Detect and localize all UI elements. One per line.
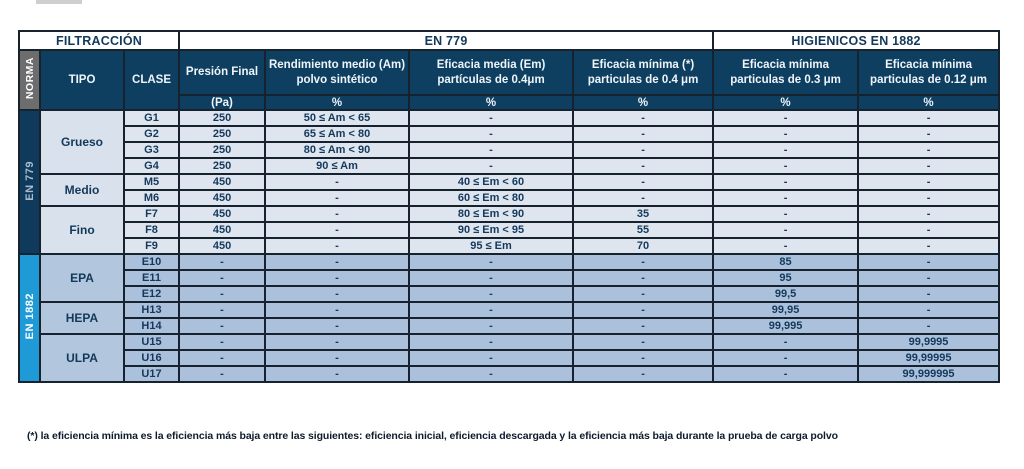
value-cell-h14-2: - <box>409 318 573 334</box>
value-cell-f7-3: 35 <box>573 206 713 222</box>
unit-header-4: % <box>713 95 858 110</box>
value-cell-f9-3: 70 <box>573 238 713 254</box>
value-cell-m5-0: 450 <box>179 174 265 190</box>
tipo-cell-epa: EPA <box>40 254 124 302</box>
column-header-0: Presión Final <box>179 50 265 95</box>
value-cell-f9-5: - <box>858 238 999 254</box>
tipo-cell-fino: Fino <box>40 206 124 254</box>
value-cell-m5-2: 40 ≤ Em < 60 <box>409 174 573 190</box>
tipo-cell-ulpa: ULPA <box>40 334 124 382</box>
value-cell-g3-3: - <box>573 142 713 158</box>
value-cell-e10-3: - <box>573 254 713 270</box>
value-cell-e12-2: - <box>409 286 573 302</box>
norma-label: EN 1882 <box>23 293 36 340</box>
value-cell-e11-0: - <box>179 270 265 286</box>
value-cell-h14-4: 99,995 <box>713 318 858 334</box>
value-cell-u16-3: - <box>573 350 713 366</box>
value-cell-g2-3: - <box>573 126 713 142</box>
value-cell-u16-5: 99,99995 <box>858 350 999 366</box>
column-header-3: Eficacia mínima (*) particulas de 0.4 μm <box>573 50 713 95</box>
value-cell-g2-0: 250 <box>179 126 265 142</box>
value-cell-e11-2: - <box>409 270 573 286</box>
value-cell-h14-3: - <box>573 318 713 334</box>
value-cell-g2-1: 65 ≤ Am < 80 <box>265 126 409 142</box>
value-cell-f7-5: - <box>858 206 999 222</box>
value-cell-u16-1: - <box>265 350 409 366</box>
value-cell-h13-0: - <box>179 302 265 318</box>
filter-table <box>18 30 1000 383</box>
unit-header-3: % <box>573 95 713 110</box>
clase-cell-h13: H13 <box>124 302 179 318</box>
value-cell-g3-0: 250 <box>179 142 265 158</box>
clase-cell-m6: M6 <box>124 190 179 206</box>
band-header-0: FILTRACCIÓN <box>19 31 179 50</box>
value-cell-e11-3: - <box>573 270 713 286</box>
column-header-2: Eficacia media (Em) partículas de 0.4μm <box>409 50 573 95</box>
clase-cell-m5: M5 <box>124 174 179 190</box>
value-cell-h13-4: 99,95 <box>713 302 858 318</box>
value-cell-u17-4: - <box>713 366 858 382</box>
value-cell-e10-1: - <box>265 254 409 270</box>
value-cell-u15-1: - <box>265 334 409 350</box>
norma-cell-en1882 <box>19 254 40 382</box>
value-cell-e10-0: - <box>179 254 265 270</box>
clase-cell-f8: F8 <box>124 222 179 238</box>
value-cell-f9-1: - <box>265 238 409 254</box>
value-cell-f8-0: 450 <box>179 222 265 238</box>
footnote: (*) la eficiencia mínima es la eficiencia más baja entre las siguientes: eficiencia inicial, eficiencia descargada y la eficiencia más baja durante la prueba de carga polvo <box>27 430 838 442</box>
unit-header-0: (Pa) <box>179 95 265 110</box>
column-header-5: Eficacia mínima particulas de 0.12 μm <box>858 50 999 95</box>
value-cell-m6-2: 60 ≤ Em < 80 <box>409 190 573 206</box>
clase-cell-e12: E12 <box>124 286 179 302</box>
clase-cell-u17: U17 <box>124 366 179 382</box>
clase-cell-f9: F9 <box>124 238 179 254</box>
value-cell-h13-1: - <box>265 302 409 318</box>
value-cell-g4-5: - <box>858 158 999 174</box>
value-cell-u17-5: 99,999995 <box>858 366 999 382</box>
clase-cell-g2: G2 <box>124 126 179 142</box>
value-cell-m6-3: - <box>573 190 713 206</box>
value-cell-m5-5: - <box>858 174 999 190</box>
cropped-image-artifact <box>36 0 82 4</box>
value-cell-e11-5: - <box>858 270 999 286</box>
corner-header-norma <box>19 50 40 110</box>
value-cell-h14-1: - <box>265 318 409 334</box>
column-header-1: Rendimiento medio (Am) polvo sintético <box>265 50 409 95</box>
unit-header-1: % <box>265 95 409 110</box>
value-cell-g4-0: 250 <box>179 158 265 174</box>
value-cell-f8-1: - <box>265 222 409 238</box>
value-cell-g3-2: - <box>409 142 573 158</box>
unit-header-2: % <box>409 95 573 110</box>
tipo-cell-hepa: HEPA <box>40 302 124 334</box>
clase-cell-e10: E10 <box>124 254 179 270</box>
clase-cell-h14: H14 <box>124 318 179 334</box>
value-cell-u16-2: - <box>409 350 573 366</box>
value-cell-h14-5: - <box>858 318 999 334</box>
value-cell-g3-4: - <box>713 142 858 158</box>
norma-cell-en779 <box>19 110 40 254</box>
value-cell-g2-2: - <box>409 126 573 142</box>
value-cell-g2-4: - <box>713 126 858 142</box>
band-header-1: EN 779 <box>179 31 713 50</box>
value-cell-u16-0: - <box>179 350 265 366</box>
value-cell-e10-4: 85 <box>713 254 858 270</box>
clase-cell-u15: U15 <box>124 334 179 350</box>
filter-classification-table <box>18 30 1000 383</box>
value-cell-u16-4: - <box>713 350 858 366</box>
value-cell-m5-4: - <box>713 174 858 190</box>
column-header-tipo: TIPO <box>40 50 124 110</box>
value-cell-u15-3: - <box>573 334 713 350</box>
value-cell-u15-5: 99,9995 <box>858 334 999 350</box>
value-cell-m6-4: - <box>713 190 858 206</box>
value-cell-h13-2: - <box>409 302 573 318</box>
value-cell-u17-3: - <box>573 366 713 382</box>
value-cell-f8-3: 55 <box>573 222 713 238</box>
value-cell-h14-0: - <box>179 318 265 334</box>
value-cell-g1-5: - <box>858 110 999 126</box>
value-cell-e12-1: - <box>265 286 409 302</box>
tipo-cell-grueso: Grueso <box>40 110 124 174</box>
value-cell-u17-1: - <box>265 366 409 382</box>
value-cell-m6-0: 450 <box>179 190 265 206</box>
value-cell-e12-4: 99,5 <box>713 286 858 302</box>
value-cell-h13-3: - <box>573 302 713 318</box>
value-cell-g1-2: - <box>409 110 573 126</box>
clase-cell-g1: G1 <box>124 110 179 126</box>
value-cell-f7-0: 450 <box>179 206 265 222</box>
value-cell-e10-2: - <box>409 254 573 270</box>
value-cell-h13-5: - <box>858 302 999 318</box>
value-cell-e12-3: - <box>573 286 713 302</box>
value-cell-g1-3: - <box>573 110 713 126</box>
band-header-2: HIGIENICOS EN 1882 <box>713 31 999 50</box>
value-cell-e12-0: - <box>179 286 265 302</box>
value-cell-g2-5: - <box>858 126 999 142</box>
value-cell-g4-3: - <box>573 158 713 174</box>
value-cell-g3-5: - <box>858 142 999 158</box>
unit-header-5: % <box>858 95 999 110</box>
value-cell-e11-4: 95 <box>713 270 858 286</box>
norma-label: EN 779 <box>23 160 36 201</box>
value-cell-f8-4: - <box>713 222 858 238</box>
value-cell-f7-2: 80 ≤ Em < 90 <box>409 206 573 222</box>
clase-cell-f7: F7 <box>124 206 179 222</box>
value-cell-g3-1: 80 ≤ Am < 90 <box>265 142 409 158</box>
value-cell-m6-1: - <box>265 190 409 206</box>
clase-cell-u16: U16 <box>124 350 179 366</box>
value-cell-g4-2: - <box>409 158 573 174</box>
clase-cell-e11: E11 <box>124 270 179 286</box>
value-cell-g4-4: - <box>713 158 858 174</box>
value-cell-f8-5: - <box>858 222 999 238</box>
value-cell-f7-1: - <box>265 206 409 222</box>
value-cell-m5-1: - <box>265 174 409 190</box>
value-cell-f7-4: - <box>713 206 858 222</box>
tipo-cell-medio: Medio <box>40 174 124 206</box>
clase-cell-g3: G3 <box>124 142 179 158</box>
value-cell-f8-2: 90 ≤ Em < 95 <box>409 222 573 238</box>
value-cell-m5-3: - <box>573 174 713 190</box>
value-cell-f9-2: 95 ≤ Em <box>409 238 573 254</box>
corner-header-label: NORMA <box>23 57 36 100</box>
value-cell-u15-2: - <box>409 334 573 350</box>
value-cell-g1-1: 50 ≤ Am < 65 <box>265 110 409 126</box>
value-cell-u17-0: - <box>179 366 265 382</box>
value-cell-e11-1: - <box>265 270 409 286</box>
value-cell-g4-1: 90 ≤ Am <box>265 158 409 174</box>
value-cell-g1-0: 250 <box>179 110 265 126</box>
value-cell-m6-5: - <box>858 190 999 206</box>
value-cell-u15-4: - <box>713 334 858 350</box>
value-cell-u17-2: - <box>409 366 573 382</box>
value-cell-f9-4: - <box>713 238 858 254</box>
value-cell-g1-4: - <box>713 110 858 126</box>
column-header-clase: CLASE <box>124 50 179 110</box>
clase-cell-g4: G4 <box>124 158 179 174</box>
value-cell-f9-0: 450 <box>179 238 265 254</box>
value-cell-e12-5: - <box>858 286 999 302</box>
value-cell-u15-0: - <box>179 334 265 350</box>
column-header-4: Eficacia mínima particulas de 0.3 μm <box>713 50 858 95</box>
value-cell-e10-5: - <box>858 254 999 270</box>
